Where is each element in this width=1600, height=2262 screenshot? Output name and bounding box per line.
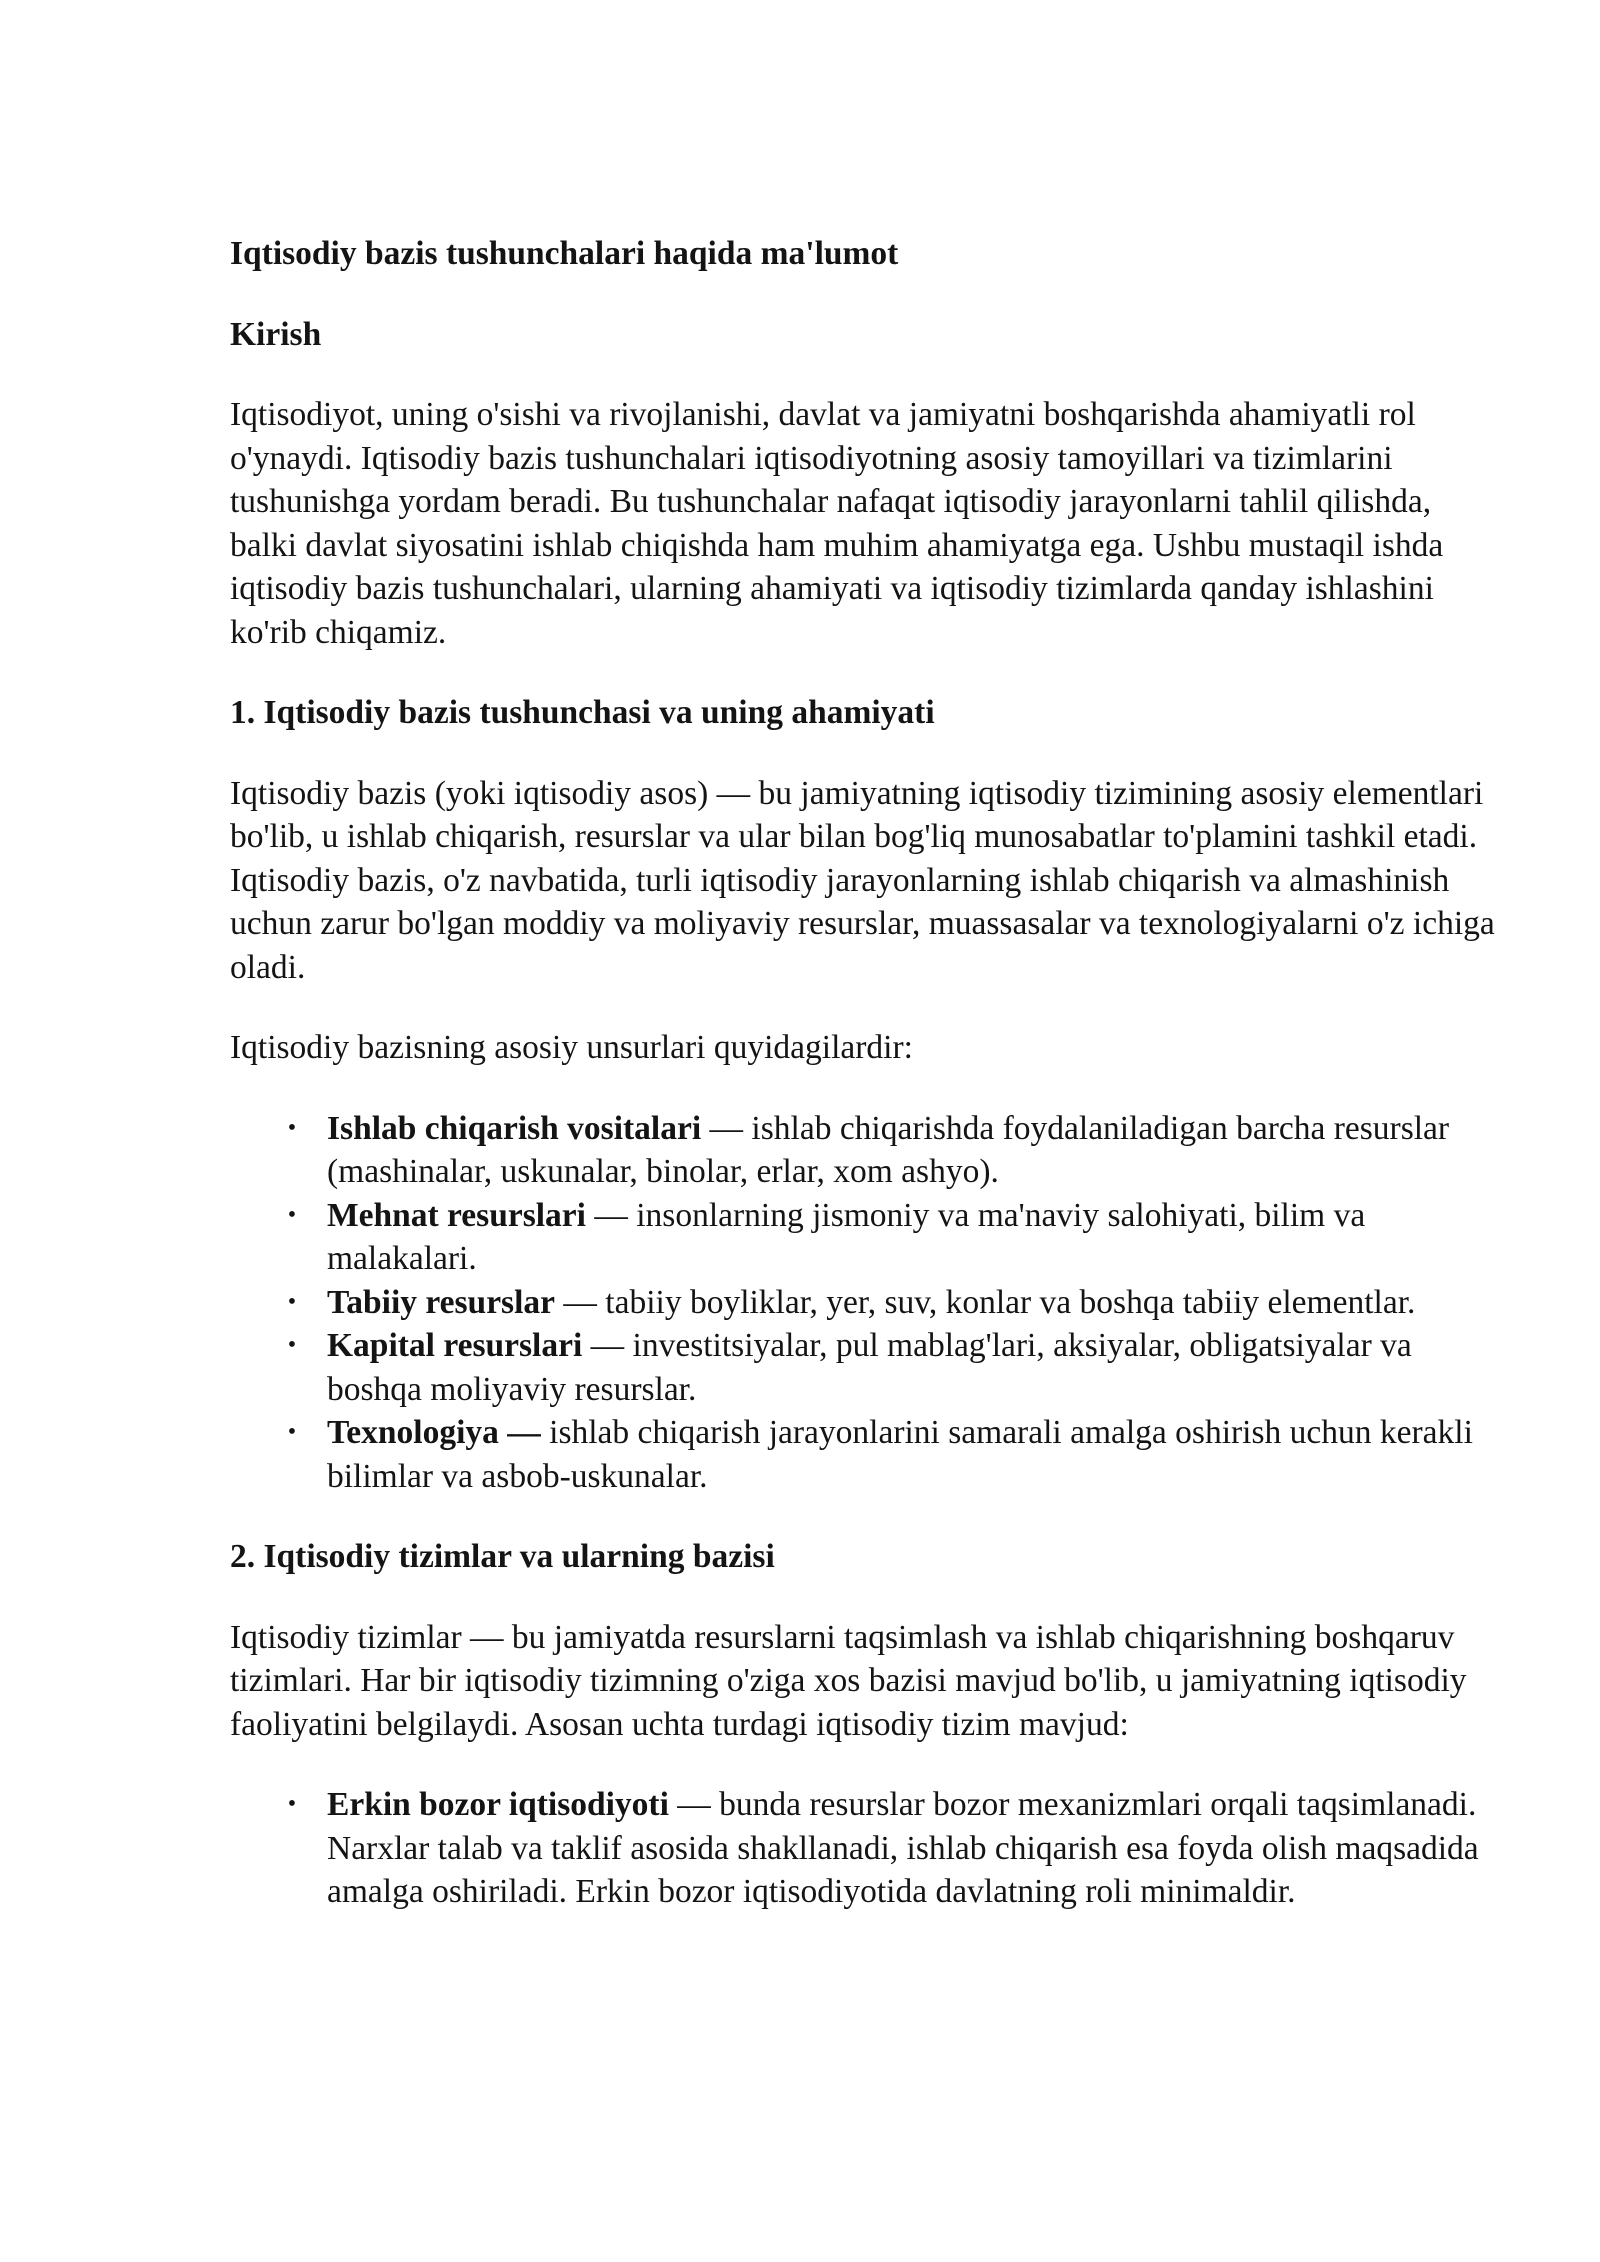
list-item (230, 1783, 1500, 1914)
list-item-desc: — bunda resurslar bozor mexanizmlari orqali taqsimlanadi. Narxlar talab va taklif asosida shakllanadi, ishlab chiqarish esa foyda olish maqsadida amalga oshiriladi. Erkin bozor iqtisodiyotida davlatning roli minimaldir. (327, 1786, 1479, 1910)
list-item (230, 1194, 1500, 1281)
bullet-icon: • (287, 1791, 297, 1817)
list-item-term: Erkin bozor iqtisodiyoti (327, 1786, 669, 1823)
section1-list (230, 1107, 1500, 1499)
list-item-term: Ishlab chiqarish vositalari (327, 1109, 702, 1147)
bullet-icon: • (287, 1288, 297, 1315)
section2-list (230, 1783, 1500, 1914)
list-item-term: Kapital resurslari (327, 1327, 583, 1364)
intro-paragraph: Iqtisodiyot, uning o'sishi va rivojlanishi, davlat va jamiyatni boshqarishda ahamiyatli rol o'ynaydi. Iqtisodiy bazis tushunchalari iqtisodiyotning asosiy tamoyillari va tizimlarini tushunishga yordam beradi. Bu tushunchalar nafaqat iqtisodiy jarayonlarni tahlil qilishda, balki davlat siyosatini ishlab chiqishda ham muhim ahamiyatga ega. Ushbu mustaqil ishda iqtisodiy bazis tushunchalari, ularning ahamiyati va iqtisodiy tizimlarda qanday ishlashini ko'rib chiqamiz. (230, 396, 1444, 651)
section1-paragraph: Iqtisodiy bazis (yoki iqtisodiy asos) — bu jamiyatning iqtisodiy tizimining asosiy elementlari bo'lib, u ishlab chiqarish, resurslar va ular bilan bog'liq munosabatlar to'plamini tashkil etadi. Iqtisodiy bazis, o'z navbatida, turli iqtisodiy jarayonlarning ishlab chiqarish va almashinish uchun zarur bo'lgan moddiy va moliyaviy resurslar, muassasalar va texnologiyalarni o'z ichiga oladi. (230, 774, 1495, 986)
section1-heading: 1. Iqtisodiy bazis tushunchasi va uning ahamiyati (230, 694, 935, 731)
bullet-icon: • (287, 1114, 297, 1141)
bullet-icon: • (287, 1332, 297, 1358)
list-item (230, 1411, 1500, 1498)
intro-heading: Kirish (230, 315, 322, 353)
list-item-term: Mehnat resurslari (327, 1196, 586, 1234)
bullet-icon: • (287, 1419, 297, 1445)
list-item-term: Tabiiy resurslar (327, 1283, 556, 1321)
bullet-icon: • (287, 1201, 297, 1228)
list-item-desc: — insonlarning jismoniy va ma'naviy salohiyati, bilim va malakalari. (327, 1196, 1366, 1277)
list-item (230, 1324, 1500, 1411)
section2-paragraph: Iqtisodiy tizimlar — bu jamiyatda resurslarni taqsimlash va ishlab chiqarishning boshqaruv tizimlari. Har bir iqtisodiy tizimning o'ziga xos bazisi mavjud bo'lib, u jamiyatning iqtisodiy faoliyatini belgilaydi. Asosan uchta turdagi iqtisodiy tizim mavjud: (230, 1618, 1467, 1743)
list-item-desc: — ishlab chiqarishda foydalaniladigan barcha resurslar (mashinalar, uskunalar, binolar, erlar, xom ashyo). (327, 1109, 1450, 1190)
list-item (230, 1107, 1500, 1194)
section1-list-intro: Iqtisodiy bazisning asosiy unsurlari quyidagilardir: (230, 1029, 913, 1066)
document-title: Iqtisodiy bazis tushunchalari haqida ma'lumot (230, 235, 899, 272)
list-item-desc: — tabiiy boyliklar, yer, suv, konlar va boshqa tabiiy elementlar. (555, 1283, 1416, 1321)
list-item-desc: — investitsiyalar, pul mablag'lari, aksiyalar, obligatsiyalar va boshqa moliyaviy resurslar. (327, 1327, 1412, 1408)
list-item (230, 1281, 1500, 1325)
list-item-desc: ishlab chiqarish jarayonlarini samarali amalga oshirish uchun kerakli bilimlar va asbob-uskunalar. (327, 1414, 1473, 1495)
section2-heading: 2. Iqtisodiy tizimlar va ularning bazisi (230, 1538, 775, 1575)
list-item-term: Texnologiya — (327, 1414, 541, 1451)
